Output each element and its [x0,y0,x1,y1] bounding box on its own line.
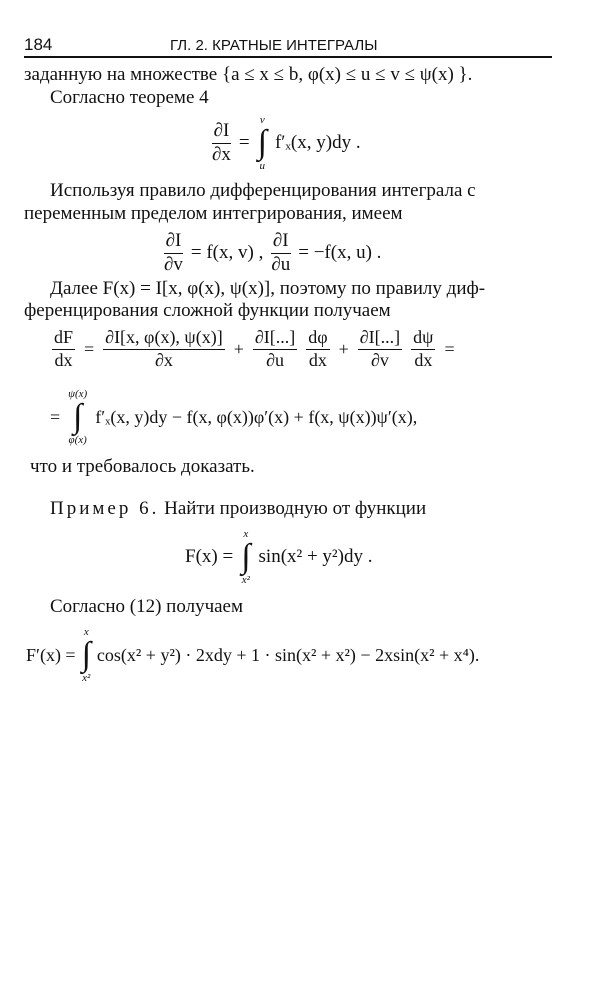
example-label: Пример 6. [50,498,160,519]
expression: = −f(x, u) . [298,242,382,264]
integral-sign: x ∫ x² [81,626,91,684]
formula-result-expansion [50,388,417,446]
formula-partial-x [210,114,361,172]
denominator: dx [54,349,73,370]
fraction [269,231,292,276]
numerator: ∂I [164,231,184,254]
lhs: F′(x) = [26,644,76,665]
lower-limit: φ(x) [68,434,87,446]
numerator: ∂I[...] [253,328,297,350]
denominator: ∂x [212,143,231,165]
fraction [253,328,297,371]
equals-sign: = [238,132,250,153]
upper-limit: x [243,528,249,540]
denominator: dx [414,349,433,370]
header-rule [24,56,552,58]
upper-limit: ψ(x) [68,388,88,400]
running-title: ГЛ. 2. КРАТНЫЕ ИНТЕГРАЛЫ [170,37,378,54]
integral-sign: v ∫ u [257,114,267,172]
text-line: Далее F(x) = I[x, φ(x), ψ(x)], поэтому по правилу диф- [50,278,486,299]
numerator: dφ [306,328,329,350]
integrand: sin(x² + y²)dy . [258,546,373,567]
integral-sign: ψ(x) ∫ φ(x) [68,388,88,446]
upper-limit: x [83,626,89,638]
fraction [103,328,225,371]
numerator: ∂I [212,121,232,144]
formula-function-def [185,528,372,586]
fraction [411,328,435,371]
integrand: cos(x² + y²) · 2xdy + 1 · sin(x² + x²) − 2xsin(x² + x⁴). [96,644,480,665]
text-line: переменным пределом интегрирования, имеем [24,203,403,224]
numerator: ∂I [271,231,291,254]
expression: f′ₓ(x, y)dy − f(x, φ(x))φ′(x) + f(x, ψ(x))ψ′(x), [95,406,418,427]
integral-sign: x ∫ x² [241,528,251,586]
fraction [306,328,329,371]
example-text: Найти производную от функции [159,498,427,519]
lower-limit: x² [241,574,250,586]
denominator: ∂u [266,349,284,370]
plus-sign: + [338,338,349,359]
denominator: ∂v [371,349,389,370]
numerator: dψ [411,328,435,350]
equals-sign: = [84,338,95,359]
lower-limit: u [259,160,266,172]
page-number: 184 [24,35,53,54]
formula-chain-rule [52,328,455,371]
expression: = f(x, v) , [190,242,264,264]
numerator: dF [52,328,75,350]
denominator: ∂v [164,253,183,275]
fraction [162,231,185,276]
text-line: Согласно теореме 4 [50,87,209,108]
example-line [50,498,426,520]
denominator: ∂u [271,253,291,275]
text-line: Согласно (12) получаем [50,596,244,617]
text-line: заданную на множестве {a ≤ x ≤ b, φ(x) ≤ u ≤ v ≤ ψ(x) }. [24,64,473,85]
numerator: ∂I[x, φ(x), ψ(x)] [103,328,225,350]
text-line: ференцирования сложной функции получаем [24,300,391,321]
numerator: ∂I[...] [358,328,402,350]
denominator: dx [308,349,327,370]
fraction [52,328,75,371]
equals-sign: = [50,406,61,427]
text-line: Используя правило дифференцирования интеграла с [50,180,476,201]
fraction [210,121,233,166]
plus-sign: + [233,338,244,359]
lhs: F(x) = [185,546,234,567]
lower-limit: x² [82,672,91,684]
upper-limit: v [259,114,265,126]
formula-partials-uv [162,231,381,276]
fraction [358,328,402,371]
equals-sign: = [444,338,455,359]
integrand: f′ₓ(x, y)dy . [274,132,361,153]
formula-derivative [26,626,479,684]
text-line: что и требовалось доказать. [30,456,255,477]
denominator: ∂x [154,349,173,370]
